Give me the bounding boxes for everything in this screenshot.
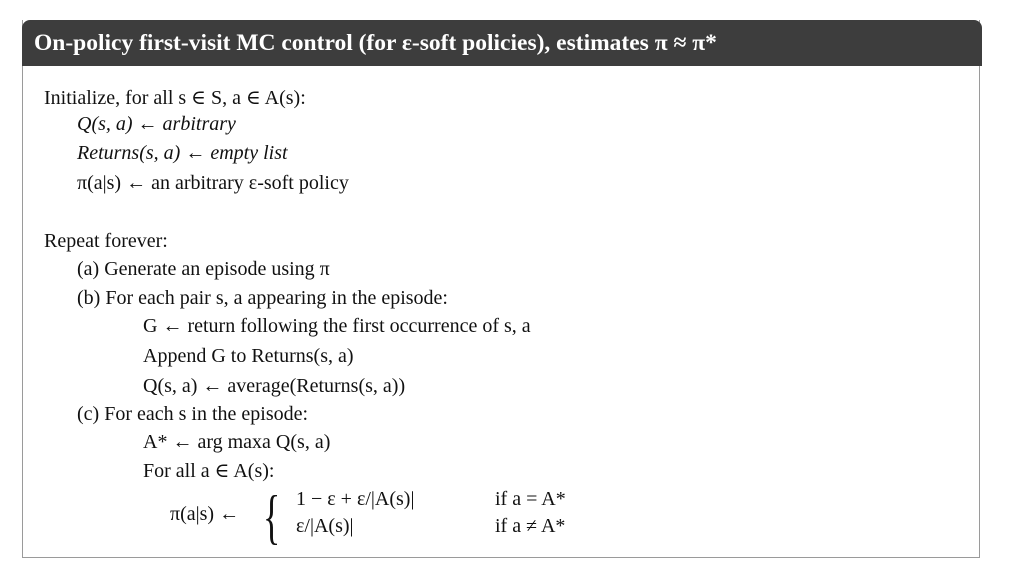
step-b: (b) For each pair s, a appearing in the episode:	[77, 287, 448, 309]
init-pi: π(a|s) ← an arbitrary ε-soft policy	[77, 172, 349, 194]
case2-value: ε/|A(s)|	[296, 515, 354, 537]
case2-condition: if a ≠ A*	[495, 515, 566, 537]
algorithm-title: On-policy first-visit MC control (for ε-soft policies), estimates π ≈ π*	[22, 20, 982, 66]
step-c: (c) For each s in the episode:	[77, 403, 309, 425]
step-b2: Append G to Returns(s, a)	[143, 345, 354, 367]
step-b1: G ← return following the first occurrence of s, a	[143, 315, 531, 337]
init-returns: Returns(s, a) ← empty list	[77, 142, 288, 164]
policy-lhs: π(a|s) ←	[170, 503, 240, 525]
step-c2: For all a ∈ A(s):	[143, 460, 275, 482]
step-b3: Q(s, a) ← average(Returns(s, a))	[143, 375, 406, 397]
init-title: Initialize, for all s ∈ S, a ∈ A(s):	[44, 87, 306, 109]
case1-condition: if a = A*	[495, 488, 566, 510]
loop-title: Repeat forever:	[44, 230, 168, 252]
step-c1: A* ← arg maxa Q(s, a)	[143, 431, 331, 453]
cases-brace: {	[263, 484, 281, 550]
init-q: Q(s, a) ← arbitrary	[77, 113, 236, 135]
step-a: (a) Generate an episode using π	[77, 258, 330, 280]
case1-value: 1 − ε + ε/|A(s)|	[296, 488, 415, 510]
